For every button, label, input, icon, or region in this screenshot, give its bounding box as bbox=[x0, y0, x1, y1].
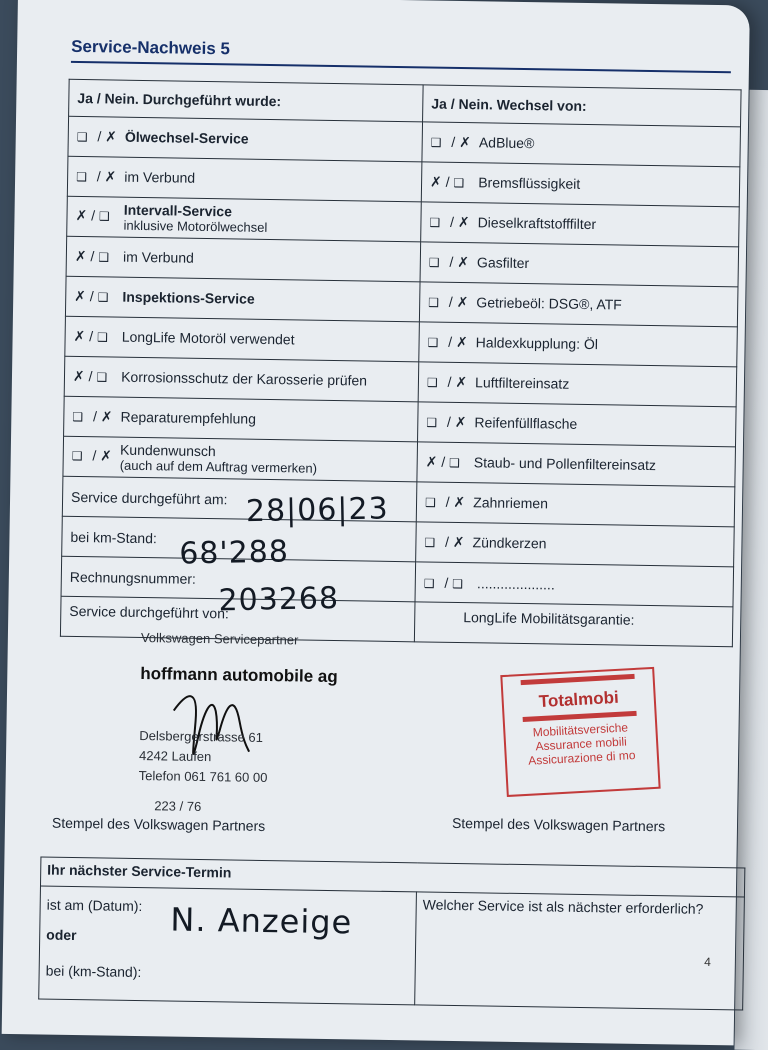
right-checklist-cell bbox=[415, 562, 734, 607]
next-service-heading: Ihr nächster Service-Termin bbox=[40, 857, 744, 897]
right-column-header: Ja / Nein. Wechsel von: bbox=[423, 85, 742, 127]
checkbox-separator: / bbox=[87, 207, 100, 224]
right-nein-checkbox-0[interactable]: ✗ bbox=[459, 134, 472, 152]
left-item-label: im Verbund bbox=[122, 248, 195, 266]
left-nein-checkbox-7[interactable]: ✗ bbox=[100, 409, 113, 426]
checkbox-separator: / bbox=[437, 453, 450, 470]
checkbox-separator: / bbox=[446, 213, 459, 230]
checkbox-separator: / bbox=[93, 128, 106, 145]
left-item-label: Kundenwunsch bbox=[119, 441, 216, 460]
checkbox-separator: / bbox=[441, 493, 454, 510]
right-nein-checkbox-4[interactable]: ✗ bbox=[456, 294, 469, 312]
dealer-name: hoffmann automobile ag bbox=[140, 664, 338, 687]
right-ja-checkbox-8[interactable]: ✗ bbox=[425, 454, 438, 471]
right-ja-checkbox-4[interactable]: ❑ bbox=[428, 295, 440, 310]
service-date-handwritten: 28|06|23 bbox=[245, 491, 390, 530]
checkbox-separator: / bbox=[85, 288, 98, 305]
dealer-city: 4242 Laufen bbox=[138, 747, 212, 765]
mobility-guarantee-cell bbox=[414, 602, 733, 835]
left-nein-checkbox-4[interactable]: ❑ bbox=[97, 290, 109, 305]
left-nein-checkbox-1[interactable]: ✗ bbox=[104, 169, 117, 186]
left-ja-checkbox-8[interactable]: ❑ bbox=[71, 449, 83, 464]
right-nein-checkbox-3[interactable]: ✗ bbox=[457, 254, 470, 272]
checkbox-separator: / bbox=[443, 373, 456, 390]
right-nein-checkbox-8[interactable]: ❑ bbox=[448, 455, 460, 470]
right-nein-checkbox-9[interactable]: ✗ bbox=[453, 494, 466, 512]
left-item-label: Inspektions-Service bbox=[122, 288, 255, 307]
right-ja-checkbox-7[interactable]: ❑ bbox=[426, 415, 438, 430]
checkbox-separator: / bbox=[447, 133, 460, 150]
right-nein-checkbox-2[interactable]: ✗ bbox=[457, 214, 470, 232]
left-checklist-cell bbox=[65, 276, 420, 322]
right-checklist-cell bbox=[422, 122, 741, 167]
left-item-sublabel: inklusive Motorölwechsel bbox=[123, 217, 268, 235]
dealer-stamp-footer: Stempel des Volkswagen Partners bbox=[51, 814, 266, 834]
right-checklist-cell bbox=[419, 322, 738, 367]
right-ja-checkbox-6[interactable]: ❑ bbox=[426, 375, 438, 390]
left-nein-checkbox-2[interactable]: ❑ bbox=[98, 209, 110, 224]
right-item-label: .................... bbox=[476, 574, 555, 593]
right-item-label: AdBlue® bbox=[478, 134, 535, 152]
right-nein-checkbox-1[interactable]: ❑ bbox=[453, 175, 465, 191]
right-checklist-cell bbox=[421, 202, 740, 247]
right-ja-checkbox-5[interactable]: ❑ bbox=[427, 335, 439, 350]
service-date-label: Service durchgeführt am: bbox=[70, 488, 228, 507]
left-nein-checkbox-0[interactable]: ✗ bbox=[105, 129, 118, 146]
right-checklist-cell bbox=[417, 442, 736, 487]
next-service-handwritten: N. Anzeige bbox=[170, 900, 353, 942]
left-item-label: Reparaturempfehlung bbox=[120, 408, 257, 427]
next-service-question: Welcher Service ist als nächster erforderlich? bbox=[422, 896, 704, 917]
left-ja-checkbox-1[interactable]: ❑ bbox=[76, 169, 88, 185]
next-km-label: bei (km-Stand): bbox=[45, 962, 142, 981]
left-checklist-cell bbox=[68, 116, 423, 162]
stamp-bar-top bbox=[521, 674, 635, 685]
partner-type: Volkswagen Servicepartner bbox=[140, 630, 299, 648]
stamp-line-3: Assicurazione di mo bbox=[527, 747, 636, 768]
right-ja-checkbox-9[interactable]: ❑ bbox=[424, 495, 436, 510]
left-nein-checkbox-3[interactable]: ❑ bbox=[98, 250, 110, 265]
right-ja-checkbox-2[interactable]: ❑ bbox=[429, 215, 441, 230]
left-item-sublabel: (auch auf dem Auftrag vermerken) bbox=[119, 457, 318, 476]
page-title: Service-Nachweis 5 bbox=[71, 36, 231, 59]
left-checklist-cell bbox=[64, 396, 419, 442]
checkbox-separator: / bbox=[88, 447, 101, 464]
right-item-label: Haldexkupplung: Öl bbox=[475, 334, 599, 353]
right-item-label: Luftfiltereinsatz bbox=[475, 374, 570, 392]
stamp-line-1: Mobilitätsversiche bbox=[532, 720, 629, 740]
checkbox-separator: / bbox=[444, 293, 457, 310]
next-service-question-cell bbox=[415, 892, 745, 1010]
service-booklet-page bbox=[2, 0, 750, 1045]
dealer-code: 223 / 76 bbox=[154, 798, 202, 814]
next-service-date-cell bbox=[39, 886, 417, 1005]
checkbox-separator: / bbox=[89, 408, 101, 425]
checkbox-separator: / bbox=[84, 368, 97, 385]
right-ja-checkbox-3[interactable]: ❑ bbox=[428, 255, 440, 270]
checkbox-separator: / bbox=[85, 328, 98, 345]
partner-stamp-footer: Stempel des Volkswagen Partners bbox=[451, 814, 666, 835]
left-ja-checkbox-5[interactable]: ✗ bbox=[73, 328, 86, 346]
left-checklist-cell bbox=[67, 196, 422, 242]
left-checklist-cell bbox=[65, 316, 420, 362]
right-checklist-cell bbox=[418, 402, 737, 447]
left-item-label: Ölwechsel-Service bbox=[124, 128, 249, 147]
left-item-label: im Verbund bbox=[124, 168, 196, 186]
right-item-label: Zahnriemen bbox=[473, 494, 549, 512]
left-checklist-cell bbox=[66, 236, 421, 282]
title-rule bbox=[71, 61, 731, 73]
performed-by-label: Service durchgeführt von: bbox=[69, 602, 229, 622]
next-date-label: ist am (Datum): bbox=[46, 896, 143, 915]
right-ja-checkbox-11[interactable]: ❑ bbox=[423, 575, 435, 591]
invoice-label: Rechnungsnummer: bbox=[69, 568, 197, 587]
left-item-label: Intervall-Service bbox=[123, 201, 233, 220]
checkbox-separator: / bbox=[441, 533, 454, 550]
right-nein-checkbox-7[interactable]: ✗ bbox=[454, 414, 467, 432]
left-ja-checkbox-2[interactable]: ✗ bbox=[75, 208, 88, 225]
right-checklist-cell bbox=[418, 362, 737, 407]
totalmobil-stamp bbox=[500, 667, 660, 797]
left-checklist-cell bbox=[67, 156, 422, 202]
right-checklist-cell bbox=[421, 162, 740, 207]
right-item-label: Dieselkraftstofffilter bbox=[477, 214, 597, 233]
right-nein-checkbox-10[interactable]: ✗ bbox=[452, 534, 465, 552]
left-nein-checkbox-8[interactable]: ✗ bbox=[100, 448, 113, 465]
mobility-guarantee-label: LongLife Mobilitätsgarantie: bbox=[463, 609, 635, 628]
right-item-label: Getriebeöl: DSG®, ATF bbox=[476, 294, 622, 313]
right-ja-checkbox-10[interactable]: ❑ bbox=[424, 535, 436, 550]
checkbox-separator: / bbox=[92, 168, 105, 185]
next-service-table bbox=[38, 856, 745, 1010]
right-item-label: Zündkerzen bbox=[472, 534, 547, 552]
right-ja-checkbox-1[interactable]: ✗ bbox=[429, 174, 442, 191]
right-checklist-cell bbox=[416, 482, 735, 527]
left-nein-checkbox-5[interactable]: ❑ bbox=[96, 330, 108, 345]
right-nein-checkbox-11[interactable]: ❑ bbox=[452, 576, 464, 591]
invoice-handwritten: 203268 bbox=[218, 581, 340, 619]
left-ja-checkbox-6[interactable]: ✗ bbox=[72, 368, 85, 386]
checkbox-separator: / bbox=[442, 413, 455, 430]
right-nein-checkbox-6[interactable]: ✗ bbox=[455, 374, 468, 392]
right-item-label: Gasfilter bbox=[476, 254, 530, 272]
left-nein-checkbox-6[interactable]: ❑ bbox=[96, 370, 108, 385]
left-checklist-cell bbox=[64, 356, 419, 402]
checkbox-separator: / bbox=[440, 574, 453, 591]
right-item-label: Staub- und Pollenfiltereinsatz bbox=[473, 454, 657, 474]
or-label: oder bbox=[46, 926, 77, 944]
left-column-header: Ja / Nein. Durchgeführt wurde: bbox=[69, 79, 424, 122]
checkbox-separator: / bbox=[445, 253, 458, 270]
dealer-phone: Telefon 061 761 60 00 bbox=[138, 767, 268, 786]
right-checklist-cell bbox=[420, 242, 739, 287]
dealer-street: Delsbergerstrasse 61 bbox=[139, 727, 264, 745]
left-ja-checkbox-4[interactable]: ✗ bbox=[74, 288, 87, 306]
checkbox-separator: / bbox=[86, 248, 99, 265]
right-item-label: Reifenfüllflasche bbox=[474, 414, 578, 432]
right-checklist-cell bbox=[419, 282, 738, 327]
page-number: 4 bbox=[704, 954, 711, 970]
checkbox-separator: / bbox=[441, 173, 454, 190]
right-ja-checkbox-0[interactable]: ❑ bbox=[430, 135, 442, 150]
left-checklist-cell bbox=[63, 436, 418, 482]
left-ja-checkbox-0[interactable]: ❑ bbox=[76, 129, 88, 145]
left-ja-checkbox-3[interactable]: ✗ bbox=[74, 248, 87, 266]
right-checklist-cell bbox=[416, 522, 735, 567]
km-label: bei km-Stand: bbox=[70, 528, 157, 546]
right-item-label: Bremsflüssigkeit bbox=[478, 174, 581, 192]
stamp-line-2: Assurance mobili bbox=[535, 734, 628, 754]
left-item-label: LongLife Motoröl verwendet bbox=[121, 328, 295, 348]
service-checklist-table bbox=[51, 79, 742, 835]
km-handwritten: 68'288 bbox=[178, 534, 290, 572]
left-ja-checkbox-7[interactable]: ❑ bbox=[72, 409, 84, 425]
checkbox-separator: / bbox=[444, 333, 457, 350]
left-item-label: Korrosionsschutz der Karosserie prüfen bbox=[121, 368, 368, 389]
stamp-logo: Totalmobi bbox=[538, 687, 620, 712]
right-nein-checkbox-5[interactable]: ✗ bbox=[455, 334, 468, 352]
